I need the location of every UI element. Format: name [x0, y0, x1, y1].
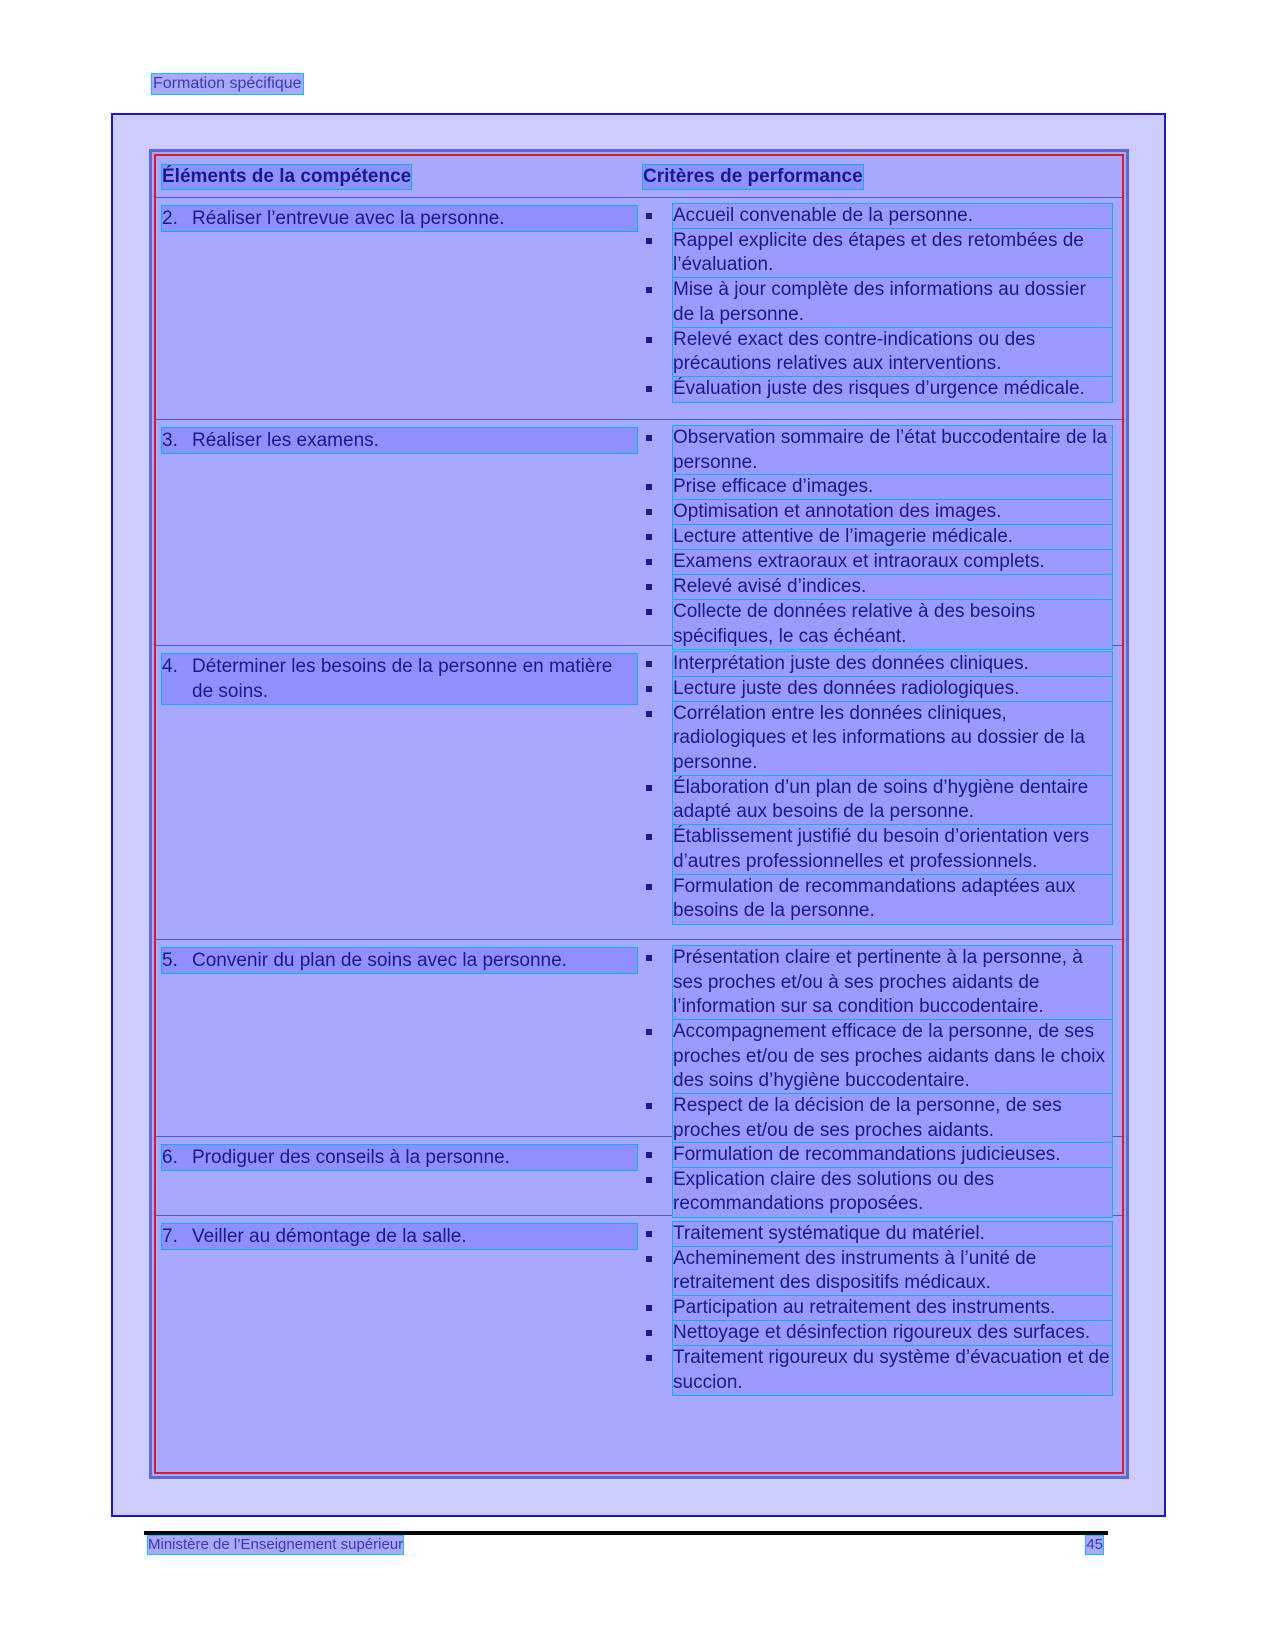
- criterion-text: Relevé exact des contre-indications ou des précautions relatives aux interventions.: [673, 328, 1112, 377]
- element-cell: [156, 1216, 643, 1472]
- bullet-icon: [643, 525, 673, 550]
- element-text: Veiller au démontage de la salle.: [192, 1226, 467, 1247]
- criteria-list: [643, 426, 1112, 649]
- criterion-text: Respect de la décision de la personne, de ses proches et/ou de ses proches aidants.: [673, 1094, 1112, 1143]
- list-item: [643, 500, 1112, 525]
- criteria-cell: [643, 420, 1122, 645]
- footer-ministry: Ministère de l’Enseignement supérieur: [148, 1536, 404, 1553]
- bullet-icon: [643, 204, 673, 229]
- criteria-cell: [643, 646, 1122, 939]
- bullet-icon: [643, 600, 673, 649]
- bullet-icon: [643, 677, 673, 702]
- element-text: Réaliser l’entrevue avec la personne.: [192, 208, 505, 229]
- list-item: [643, 204, 1112, 229]
- criterion-text: Élaboration d’un plan de soins d’hygiène dentaire adapté aux besoins de la personne.: [673, 776, 1112, 825]
- criteria-list: [643, 946, 1112, 1143]
- bullet-icon: [643, 1143, 673, 1168]
- list-item: [643, 525, 1112, 550]
- bullet-icon: [643, 1094, 673, 1143]
- criteria-list: [643, 1222, 1112, 1395]
- bullet-icon: [643, 825, 673, 874]
- element-text: Réaliser les examens.: [192, 430, 379, 451]
- criterion-text: Corrélation entre les données cliniques, radiologiques et les informations au dossier de la personne.: [673, 702, 1112, 776]
- criterion-text: Évaluation juste des risques d’urgence médicale.: [673, 377, 1112, 402]
- criteria-list: [643, 652, 1112, 924]
- footer-divider: [144, 1531, 1108, 1535]
- criterion-text: Observation sommaire de l’état buccodentaire de la personne.: [673, 426, 1112, 475]
- list-item: [643, 550, 1112, 575]
- list-item: [643, 1247, 1112, 1296]
- element-cell: [156, 1137, 643, 1215]
- bullet-icon: [643, 1222, 673, 1247]
- element-text: Convenir du plan de soins avec la personne.: [192, 950, 567, 971]
- criterion-text: Traitement systématique du matériel.: [673, 1222, 1112, 1247]
- list-item: [643, 1020, 1112, 1094]
- list-item: [643, 1222, 1112, 1247]
- bullet-icon: [643, 328, 673, 377]
- competence-table: [149, 149, 1129, 1479]
- column-header-criteria: Critères de performance: [643, 165, 863, 187]
- list-item: [643, 875, 1112, 924]
- list-item: [643, 229, 1112, 278]
- list-item: [643, 825, 1112, 874]
- list-item: [643, 677, 1112, 702]
- list-item: [643, 377, 1112, 402]
- criterion-text: Acheminement des instruments à l’unité de retraitement des dispositifs médicaux.: [673, 1247, 1112, 1296]
- bullet-icon: [643, 1020, 673, 1094]
- criterion-text: Optimisation et annotation des images.: [673, 500, 1112, 525]
- bullet-icon: [643, 1247, 673, 1296]
- bullet-icon: [643, 229, 673, 278]
- competence-element: [162, 654, 637, 704]
- table-row: [156, 198, 1122, 420]
- criteria-cell: [643, 1137, 1122, 1215]
- page-header: Formation spécifique: [153, 75, 302, 92]
- bullet-icon: [643, 946, 673, 1020]
- criterion-text: Accueil convenable de la personne.: [673, 204, 1112, 229]
- element-text: Déterminer les besoins de la personne en matière de soins.: [192, 656, 613, 702]
- bullet-icon: [643, 1168, 673, 1217]
- competence-element: [162, 428, 637, 453]
- criterion-text: Nettoyage et désinfection rigoureux des surfaces.: [673, 1321, 1112, 1346]
- list-item: [643, 946, 1112, 1020]
- competence-element: [162, 1224, 637, 1249]
- bullet-icon: [643, 278, 673, 327]
- bullet-icon: [643, 475, 673, 500]
- bullet-icon: [643, 426, 673, 475]
- bullet-icon: [643, 776, 673, 825]
- element-cell: [156, 940, 643, 1136]
- list-item: [643, 652, 1112, 677]
- criterion-text: Mise à jour complète des informations au dossier de la personne.: [673, 278, 1112, 327]
- element-text: Prodiguer des conseils à la personne.: [192, 1147, 510, 1168]
- criteria-list: [643, 1143, 1112, 1217]
- criterion-text: Lecture juste des données radiologiques.: [673, 677, 1112, 702]
- criterion-text: Examens extraoraux et intraoraux complets.: [673, 550, 1112, 575]
- criterion-text: Formulation de recommandations judicieuses.: [673, 1143, 1112, 1168]
- element-cell: [156, 198, 643, 419]
- bullet-icon: [643, 702, 673, 776]
- list-item: [643, 1094, 1112, 1143]
- criterion-text: Interprétation juste des données cliniques.: [673, 652, 1112, 677]
- element-cell: [156, 420, 643, 645]
- column-header-elements: Éléments de la compétence: [162, 165, 412, 187]
- criteria-list: [643, 204, 1112, 402]
- element-cell: [156, 646, 643, 939]
- bullet-icon: [643, 500, 673, 525]
- element-number: 6.: [162, 1147, 178, 1168]
- list-item: [643, 278, 1112, 327]
- bullet-icon: [643, 652, 673, 677]
- table-row: [156, 1137, 1122, 1216]
- criterion-text: Présentation claire et pertinente à la personne, à ses proches et/ou à ses proches aidants de l’information sur sa condition buccodentaire.: [673, 946, 1112, 1020]
- criterion-text: Prise efficace d’images.: [673, 475, 1112, 500]
- list-item: [643, 575, 1112, 600]
- list-item: [643, 1296, 1112, 1321]
- criterion-text: Rappel explicite des étapes et des retombées de l’évaluation.: [673, 229, 1112, 278]
- criterion-text: Participation au retraitement des instruments.: [673, 1296, 1112, 1321]
- element-number: 4.: [162, 656, 178, 677]
- criterion-text: Établissement justifié du besoin d’orientation vers d’autres professionnelles et professionnels.: [673, 825, 1112, 874]
- bullet-icon: [643, 575, 673, 600]
- list-item: [643, 1321, 1112, 1346]
- table-header-right: [643, 165, 1122, 189]
- bullet-icon: [643, 377, 673, 402]
- list-item: [643, 1143, 1112, 1168]
- criterion-text: Lecture attentive de l’imagerie médicale.: [673, 525, 1112, 550]
- competence-element: [162, 206, 637, 231]
- table-row: [156, 1216, 1122, 1472]
- table-header-row: [156, 156, 1122, 198]
- criterion-text: Accompagnement efficace de la personne, de ses proches et/ou de ses proches aidants dans le choix des soins d’hygiène buccodentaire.: [673, 1020, 1112, 1094]
- criterion-text: Explication claire des solutions ou des recommandations proposées.: [673, 1168, 1112, 1217]
- element-number: 7.: [162, 1226, 178, 1247]
- list-item: [643, 426, 1112, 475]
- element-number: 2.: [162, 208, 178, 229]
- competence-element: [162, 1145, 637, 1170]
- bullet-icon: [643, 875, 673, 924]
- criterion-text: Formulation de recommandations adaptées aux besoins de la personne.: [673, 875, 1112, 924]
- criteria-cell: [643, 198, 1122, 419]
- list-item: [643, 776, 1112, 825]
- competence-table-inner: [154, 154, 1124, 1474]
- list-item: [643, 475, 1112, 500]
- table-row: [156, 420, 1122, 646]
- list-item: [643, 600, 1112, 649]
- element-number: 5.: [162, 950, 178, 971]
- bullet-icon: [643, 1346, 673, 1395]
- element-number: 3.: [162, 430, 178, 451]
- footer-page-number: 45: [1086, 1536, 1103, 1553]
- competence-element: [162, 948, 637, 973]
- list-item: [643, 1346, 1112, 1395]
- bullet-icon: [643, 550, 673, 575]
- list-item: [643, 328, 1112, 377]
- bullet-icon: [643, 1321, 673, 1346]
- criteria-cell: [643, 1216, 1122, 1472]
- list-item: [643, 702, 1112, 776]
- criterion-text: Traitement rigoureux du système d’évacuation et de succion.: [673, 1346, 1112, 1395]
- list-item: [643, 1168, 1112, 1217]
- criterion-text: Collecte de données relative à des besoins spécifiques, le cas échéant.: [673, 600, 1112, 649]
- table-header-left: [156, 165, 643, 189]
- bullet-icon: [643, 1296, 673, 1321]
- criteria-cell: [643, 940, 1122, 1141]
- table-row: [156, 940, 1122, 1141]
- criterion-text: Relevé avisé d’indices.: [673, 575, 1112, 600]
- table-row: [156, 646, 1122, 940]
